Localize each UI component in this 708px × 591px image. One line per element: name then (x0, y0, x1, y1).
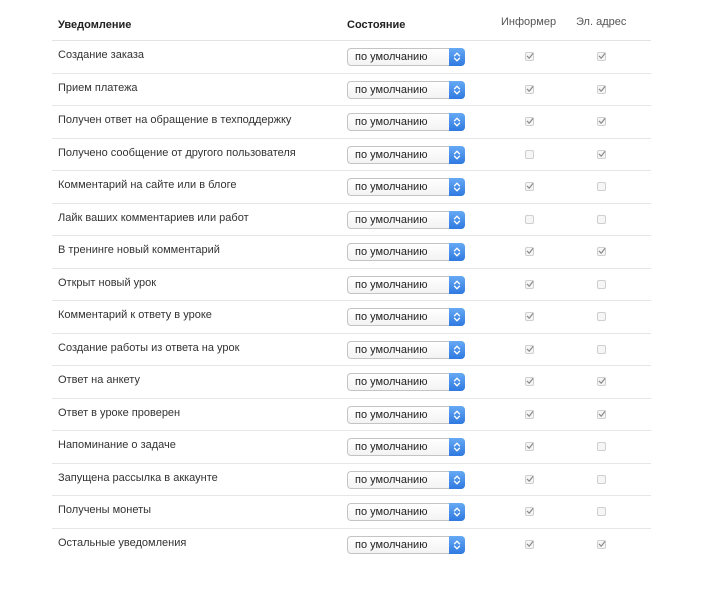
informer-checkbox[interactable] (525, 475, 534, 484)
header-notification: Уведомление (58, 19, 132, 31)
state-select[interactable] (347, 308, 465, 326)
informer-checkbox[interactable] (525, 247, 534, 256)
chevron-up-down-icon (449, 48, 465, 66)
state-select-value: по умолчанию (355, 408, 428, 421)
notification-label: В тренинге новый комментарий (58, 244, 220, 256)
state-select[interactable] (347, 113, 465, 131)
informer-checkbox[interactable] (525, 410, 534, 419)
header-email: Эл. адрес (576, 16, 627, 28)
chevron-up-down-icon (449, 211, 465, 229)
table-row (52, 106, 651, 139)
state-select[interactable] (347, 373, 465, 391)
check-icon (526, 280, 534, 288)
notification-label: Остальные уведомления (58, 536, 187, 549)
state-select-value: по умолчанию (355, 278, 428, 291)
email-checkbox[interactable] (597, 442, 606, 451)
check-icon (526, 345, 534, 353)
state-select-value: по умолчанию (355, 83, 428, 96)
email-checkbox[interactable] (597, 410, 606, 419)
notification-label: Получено сообщение от другого пользователя (58, 146, 296, 159)
table-row (52, 171, 651, 204)
table-row (52, 41, 651, 74)
table-row (52, 431, 651, 464)
chevron-up-down-icon (449, 503, 465, 521)
check-icon (598, 410, 606, 418)
informer-checkbox[interactable] (525, 215, 534, 224)
email-checkbox[interactable] (597, 475, 606, 484)
table-row (52, 236, 651, 269)
state-select-value: по умолчанию (355, 148, 428, 161)
table-row (52, 366, 651, 399)
chevron-up-down-icon (449, 373, 465, 391)
chevron-up-down-icon (449, 406, 465, 424)
informer-checkbox[interactable] (525, 182, 534, 191)
check-icon (526, 377, 534, 385)
state-select[interactable] (347, 48, 465, 66)
informer-checkbox[interactable] (525, 507, 534, 516)
informer-checkbox[interactable] (525, 150, 534, 159)
check-icon (598, 247, 606, 255)
notification-label: Создание заказа (58, 49, 145, 61)
email-checkbox[interactable] (597, 52, 606, 61)
state-select-value: по умолчанию (355, 311, 428, 323)
table-row (52, 139, 651, 172)
email-checkbox[interactable] (597, 182, 606, 191)
email-checkbox[interactable] (597, 280, 606, 289)
check-icon (526, 182, 534, 190)
check-icon (526, 540, 534, 548)
state-select[interactable] (347, 471, 465, 489)
state-select[interactable] (347, 438, 465, 456)
email-checkbox[interactable] (597, 247, 606, 256)
state-select[interactable] (347, 341, 465, 359)
chevron-up-down-icon (449, 146, 465, 164)
chevron-up-down-icon (449, 243, 465, 261)
chevron-up-down-icon (449, 308, 465, 326)
state-select-value: по умолчанию (355, 473, 428, 486)
notification-label: Ответ на анкету (58, 374, 140, 386)
informer-checkbox[interactable] (525, 345, 534, 354)
informer-checkbox[interactable] (525, 280, 534, 289)
notification-label: Открыт новый урок (58, 276, 157, 289)
chevron-up-down-icon (449, 178, 465, 196)
email-checkbox[interactable] (597, 507, 606, 516)
state-select-value: по умолчанию (355, 213, 428, 226)
state-select-value: по умолчанию (355, 116, 428, 128)
email-checkbox[interactable] (597, 85, 606, 94)
notification-label: Запущена рассылка в аккаунте (58, 471, 218, 484)
check-icon (598, 117, 606, 125)
informer-checkbox[interactable] (525, 117, 534, 126)
state-select[interactable] (347, 178, 465, 196)
notification-label: Лайк ваших комментариев или работ (58, 211, 249, 224)
notification-label: Создание работы из ответа на урок (58, 341, 240, 354)
email-checkbox[interactable] (597, 117, 606, 126)
table-row (52, 496, 651, 529)
state-select-value: по умолчанию (355, 441, 428, 453)
check-icon (526, 247, 534, 255)
chevron-up-down-icon (449, 341, 465, 359)
email-checkbox[interactable] (597, 312, 606, 321)
state-select[interactable] (347, 243, 465, 261)
table-row (52, 334, 651, 367)
table-row (52, 301, 651, 334)
notification-label: Комментарий к ответу в уроке (58, 309, 212, 321)
state-select[interactable] (347, 81, 465, 99)
informer-checkbox[interactable] (525, 442, 534, 451)
state-select-value: по умолчанию (355, 181, 428, 193)
check-icon (526, 52, 534, 60)
check-icon (598, 540, 606, 548)
state-select[interactable] (347, 276, 465, 294)
notification-label: Прием платежа (58, 81, 138, 94)
notification-label: Ответ в уроке проверен (58, 406, 181, 419)
table-row (52, 269, 651, 302)
state-select-value: по умолчанию (355, 506, 428, 518)
state-select[interactable] (347, 146, 465, 164)
check-icon (526, 410, 534, 418)
check-icon (526, 475, 534, 483)
email-checkbox[interactable] (597, 150, 606, 159)
state-select[interactable] (347, 503, 465, 521)
table-row (52, 204, 651, 237)
chevron-up-down-icon (449, 471, 465, 489)
table-row (52, 464, 651, 497)
table-row (52, 399, 651, 432)
check-icon (526, 442, 534, 450)
email-checkbox[interactable] (597, 345, 606, 354)
notification-label: Напоминание о задаче (58, 439, 176, 451)
check-icon (526, 507, 534, 515)
table-row (52, 74, 651, 107)
table-row (52, 529, 651, 562)
chevron-up-down-icon (449, 81, 465, 99)
table-header (52, 8, 651, 41)
check-icon (598, 85, 606, 93)
notification-settings-table (52, 8, 651, 561)
email-checkbox[interactable] (597, 540, 606, 549)
informer-checkbox[interactable] (525, 85, 534, 94)
state-select[interactable] (347, 536, 465, 554)
check-icon (598, 52, 606, 60)
notification-label: Получен ответ на обращение в техподдержку (58, 114, 292, 126)
header-state: Состояние (347, 19, 406, 31)
state-select[interactable] (347, 406, 465, 424)
check-icon (526, 117, 534, 125)
chevron-up-down-icon (449, 536, 465, 554)
check-icon (526, 85, 534, 93)
state-select-value: по умолчанию (355, 246, 428, 258)
chevron-up-down-icon (449, 276, 465, 294)
email-checkbox[interactable] (597, 377, 606, 386)
notification-label: Комментарий на сайте или в блоге (58, 179, 237, 191)
header-informer: Информер (501, 16, 557, 28)
check-icon (598, 377, 606, 385)
email-checkbox[interactable] (597, 215, 606, 224)
chevron-up-down-icon (449, 113, 465, 131)
check-icon (526, 312, 534, 320)
state-select[interactable] (347, 211, 465, 229)
state-select-value: по умолчанию (355, 376, 428, 388)
check-icon (598, 150, 606, 158)
state-select-value: по умолчанию (355, 538, 428, 551)
state-select-value: по умолчанию (355, 343, 428, 356)
informer-checkbox[interactable] (525, 312, 534, 321)
informer-checkbox[interactable] (525, 52, 534, 61)
informer-checkbox[interactable] (525, 377, 534, 386)
state-select-value: по умолчанию (355, 51, 428, 63)
informer-checkbox[interactable] (525, 540, 534, 549)
table-body (52, 41, 651, 561)
chevron-up-down-icon (449, 438, 465, 456)
notification-label: Получены монеты (58, 504, 152, 516)
